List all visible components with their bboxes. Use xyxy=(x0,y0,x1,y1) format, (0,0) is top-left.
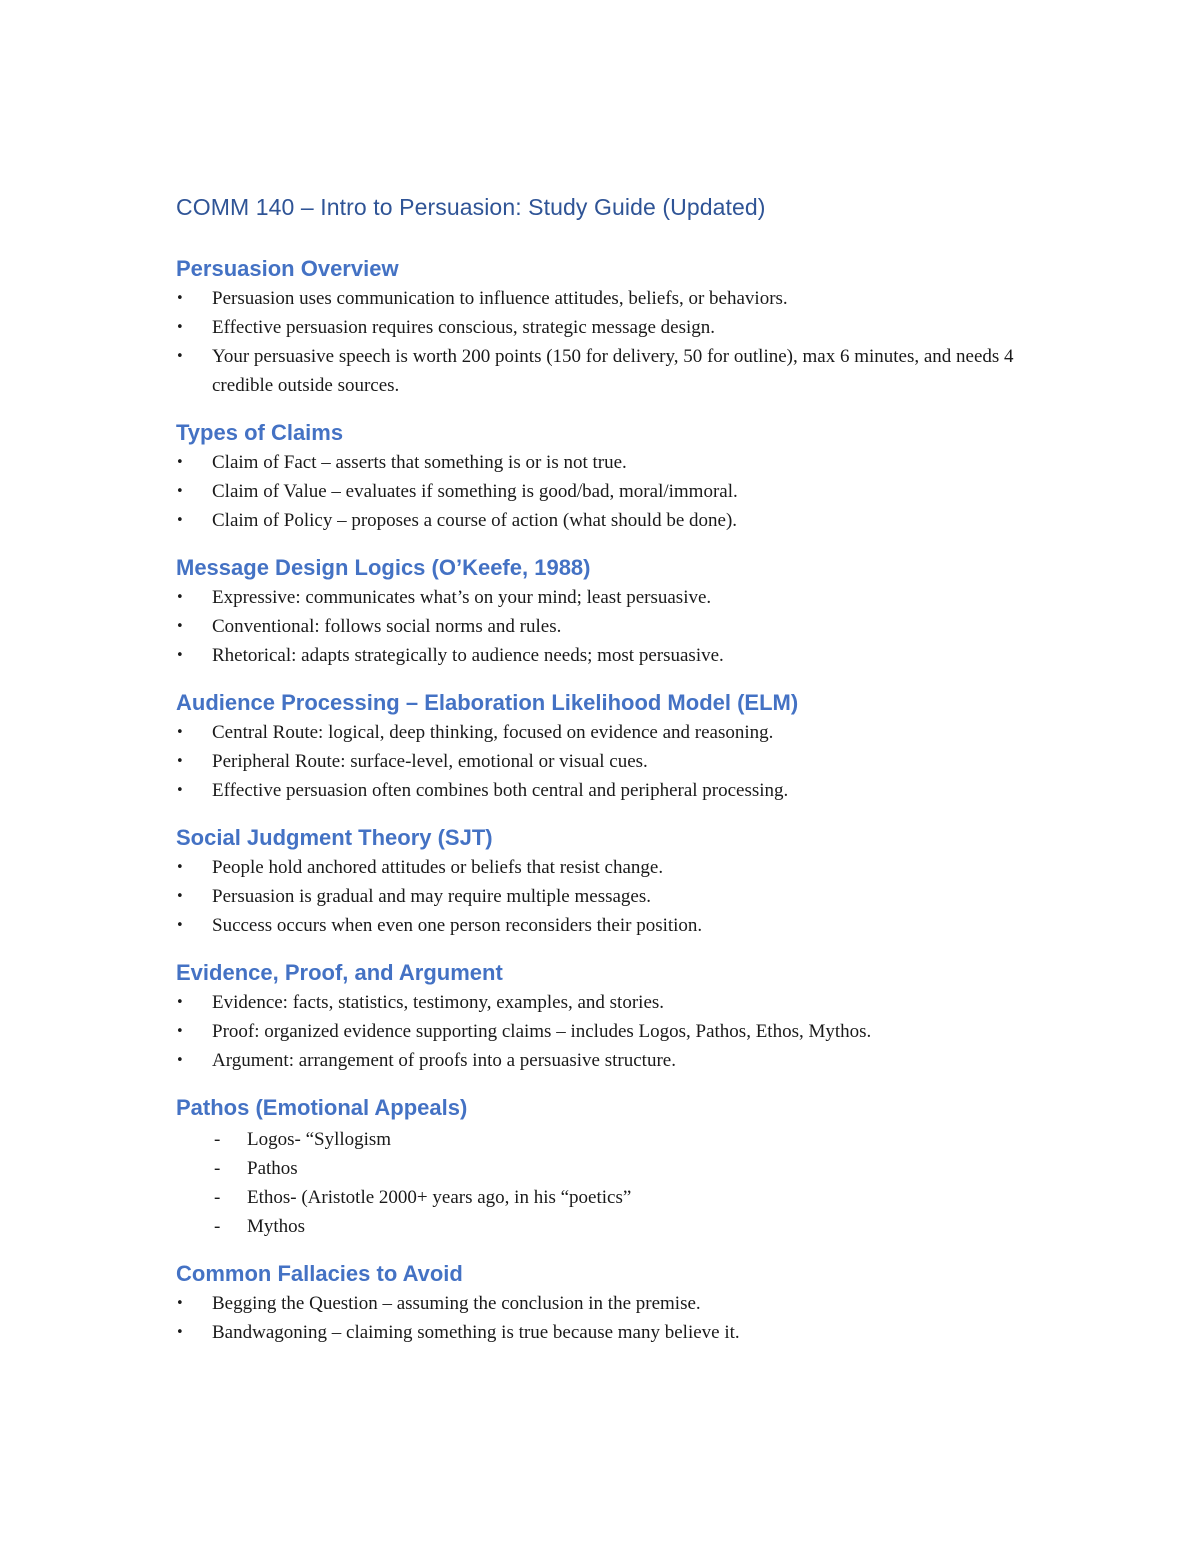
list-item xyxy=(176,853,1036,882)
section-message-design-logics xyxy=(176,553,1036,670)
bullet-icon: • xyxy=(176,291,184,306)
list-item-text: Conventional: follows social norms and rules. xyxy=(212,616,562,637)
bullet-icon: • xyxy=(176,860,184,875)
section-heading: Pathos (Emotional Appeals) xyxy=(176,1095,468,1120)
list-item-text: Effective persuasion requires conscious, strategic message design. xyxy=(212,317,715,338)
bullet-icon: • xyxy=(176,590,184,605)
bullet-icon: • xyxy=(176,349,184,364)
list-item xyxy=(176,1154,1036,1183)
bullet-icon: • xyxy=(176,455,184,470)
list-item-text: People hold anchored attitudes or beliefs that resist change. xyxy=(212,857,664,878)
bullet-list xyxy=(176,583,1036,670)
bullet-icon: • xyxy=(176,754,184,769)
list-item xyxy=(176,583,1036,612)
section-heading: Types of Claims xyxy=(176,420,344,445)
bullet-icon: • xyxy=(176,484,184,499)
list-item-text: Persuasion is gradual and may require multiple messages. xyxy=(212,886,652,907)
bullet-list xyxy=(176,448,1036,535)
section-heading: Evidence, Proof, and Argument xyxy=(176,960,503,985)
list-item-text: Claim of Value – evaluates if something is good/bad, moral/immoral. xyxy=(212,481,738,502)
list-item-text: Effective persuasion often combines both central and peripheral processing. xyxy=(212,780,789,801)
list-item xyxy=(176,641,1036,670)
list-item-text: Ethos- (Aristotle 2000+ years ago, in his “poetics” xyxy=(247,1187,632,1208)
list-item xyxy=(176,284,1036,313)
list-item xyxy=(176,1017,1036,1046)
list-item-text: Claim of Fact – asserts that something is or is not true. xyxy=(212,452,627,473)
section-social-judgment-theory xyxy=(176,823,1036,940)
bullet-list xyxy=(176,718,1036,805)
dash-icon: - xyxy=(214,1216,221,1237)
section-heading: Social Judgment Theory (SJT) xyxy=(176,825,493,850)
list-item xyxy=(176,988,1036,1017)
list-item-text: Begging the Question – assuming the conclusion in the premise. xyxy=(212,1293,701,1314)
list-item-text: Central Route: logical, deep thinking, focused on evidence and reasoning. xyxy=(212,722,774,743)
list-item-text: Logos- “Syllogism xyxy=(247,1129,392,1150)
list-item xyxy=(176,1183,1036,1212)
section-heading: Common Fallacies to Avoid xyxy=(176,1261,463,1286)
list-item xyxy=(176,1318,1036,1347)
list-item-text: Claim of Policy – proposes a course of action (what should be done). xyxy=(212,510,738,531)
bullet-icon: • xyxy=(176,1024,184,1039)
list-item xyxy=(176,1289,1036,1318)
bullet-icon: • xyxy=(176,918,184,933)
list-item-text: Evidence: facts, statistics, testimony, examples, and stories. xyxy=(212,992,665,1013)
bullet-icon: • xyxy=(176,783,184,798)
bullet-icon: • xyxy=(176,1053,184,1068)
bullet-list xyxy=(176,988,1036,1075)
list-item-text: Mythos xyxy=(247,1216,306,1237)
list-item xyxy=(176,612,1036,641)
document-page xyxy=(176,190,1036,1365)
list-item xyxy=(176,342,1036,400)
section-common-fallacies xyxy=(176,1259,1036,1347)
bullet-icon: • xyxy=(176,1325,184,1340)
section-types-of-claims xyxy=(176,418,1036,535)
list-item xyxy=(176,882,1036,911)
list-item-text: Argument: arrangement of proofs into a persuasive structure. xyxy=(212,1050,676,1071)
list-item xyxy=(176,448,1036,477)
list-item xyxy=(176,313,1036,342)
dash-icon: - xyxy=(214,1187,221,1208)
dash-icon: - xyxy=(214,1129,221,1150)
bullet-list xyxy=(176,284,1036,400)
list-item-text: Proof: organized evidence supporting claims – includes Logos, Pathos, Ethos, Mythos. xyxy=(212,1021,872,1042)
list-item xyxy=(176,747,1036,776)
list-item xyxy=(176,718,1036,747)
section-heading: Persuasion Overview xyxy=(176,256,399,281)
list-item xyxy=(176,1212,1036,1241)
bullet-icon: • xyxy=(176,995,184,1010)
section-evidence-proof-argument xyxy=(176,958,1036,1075)
section-heading: Message Design Logics (O’Keefe, 1988) xyxy=(176,555,591,580)
list-item xyxy=(176,506,1036,535)
bullet-icon: • xyxy=(176,1296,184,1311)
bullet-icon: • xyxy=(176,648,184,663)
list-item-text: Pathos xyxy=(247,1158,298,1179)
document-title: COMM 140 – Intro to Persuasion: Study Guide (Updated) xyxy=(176,194,766,220)
list-item-text: Your persuasive speech is worth 200 points (150 for delivery, 50 for outline), max 6 minutes, and needs 4 credible outside sources. xyxy=(212,346,1014,396)
list-item-text: Rhetorical: adapts strategically to audience needs; most persuasive. xyxy=(212,645,724,666)
bullet-icon: • xyxy=(176,513,184,528)
list-item-text: Persuasion uses communication to influence attitudes, beliefs, or behaviors. xyxy=(212,288,788,309)
section-heading: Audience Processing – Elaboration Likelihood Model (ELM) xyxy=(176,690,799,715)
bullet-icon: • xyxy=(176,889,184,904)
bullet-icon: • xyxy=(176,619,184,634)
dash-list xyxy=(176,1125,1036,1241)
list-item xyxy=(176,1125,1036,1154)
list-item-text: Bandwagoning – claiming something is true because many believe it. xyxy=(212,1322,740,1343)
bullet-list xyxy=(176,1289,1036,1347)
dash-icon: - xyxy=(214,1158,221,1179)
list-item xyxy=(176,776,1036,805)
list-item-text: Expressive: communicates what’s on your mind; least persuasive. xyxy=(212,587,712,608)
bullet-icon: • xyxy=(176,725,184,740)
section-persuasion-overview xyxy=(176,254,1036,400)
list-item xyxy=(176,911,1036,940)
list-item-text: Peripheral Route: surface-level, emotional or visual cues. xyxy=(212,751,648,772)
list-item xyxy=(176,1046,1036,1075)
bullet-list xyxy=(176,853,1036,940)
list-item xyxy=(176,477,1036,506)
list-item-text: Success occurs when even one person reconsiders their position. xyxy=(212,915,703,936)
section-audience-processing xyxy=(176,688,1036,805)
bullet-icon: • xyxy=(176,320,184,335)
section-pathos xyxy=(176,1093,1036,1241)
